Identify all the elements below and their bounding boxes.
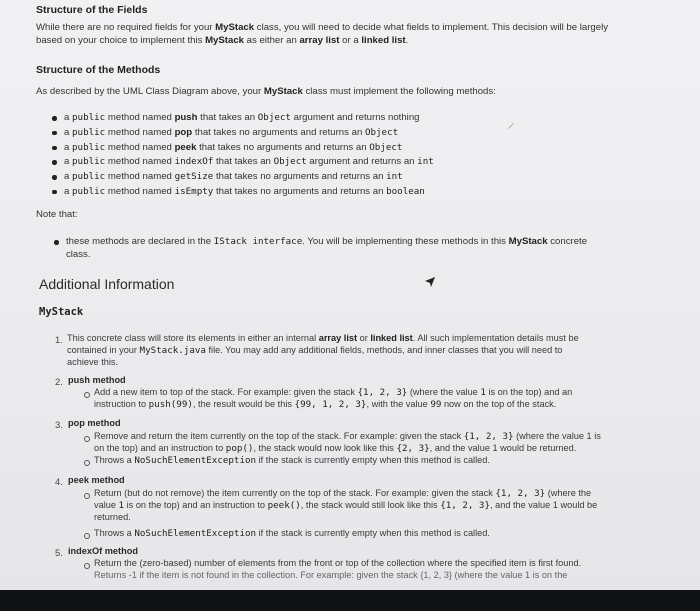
item-1-line-1: This concrete class will store its elements in either an internal array list or linked list. All such implementation details must be [67,333,579,343]
mystack-title: MyStack [39,306,84,318]
pop-line-2: on the top) and an instruction to pop(), the stack would now look like this {2, 3}, and the value 1 would be returned. [94,443,577,454]
indexof-method-title: indexOf method [68,546,138,556]
sub-bullet-icon [84,533,90,539]
method-item-pop: a public method named pop that takes no arguments and returns an Object [50,126,434,141]
text: class must implement the following methods: [302,86,496,97]
push-method-title: push method [68,375,126,385]
sub-bullet-icon [84,392,90,398]
sub-bullet-icon [84,436,90,442]
pop-method-title: pop method [68,418,121,428]
methods-intro [36,86,496,99]
text: . [405,34,409,46]
pencil-mark-icon [508,123,514,129]
text: While there are no required fields for your [36,22,216,33]
method-item-getsize: a public method named getSize that takes no arguments and returns an int [50,170,434,185]
bullet-icon [52,131,57,136]
cursor-arrow-icon [424,276,436,288]
fields-heading: Structure of the Fields [36,4,148,16]
indexof-line-2: Returns -1 if the item is not found in the collection. For example: given the stack {1, 2, 3} (where the value 1 is on the [94,570,568,580]
peek-method-title: peek method [68,475,125,485]
method-item-indexof: a public method named indexOf that takes an Object argument and returns an int [50,155,434,170]
bullet-icon [52,116,57,121]
fields-paragraph [36,22,676,47]
push-line-1: Add a new item to top of the stack. For example: given the stack {1, 2, 3} (where the value 1 is on the top) and an [94,387,573,398]
text: As described by the UML Class Diagram above, your [36,86,264,97]
text: or a [339,34,362,46]
bullet-icon [52,146,57,151]
item-number: 4. [55,476,63,487]
sub-bullet-icon [84,563,90,569]
peek-line-2: value 1 is on the top) and an instruction to peek(), the stack would still look like this {1, 2, 3}, and the value 1 would be [94,500,598,511]
peek-line-3: returned. [94,512,131,522]
item-number: 1. [55,334,63,345]
item-number: 5. [55,547,63,558]
peek-line-4: Throws a NoSuchElementException if the stack is currently empty when this method is called. [94,528,490,539]
note-bullet: these methods are declared in the IStack interface. You will be implementing these methods in this MyStack concrete class. [52,236,672,261]
methods-list [50,111,434,200]
indexof-line-1: Return the (zero-based) number of elements from the front or top of the collection where the specified item is first found. [94,558,582,568]
item-1-line-2: contained in your MyStack.java file. You may add any additional fields, methods, and inner classes that you will need to [67,345,563,356]
text: class, you will need to decide what fields to implement. This decision will be largely [254,22,609,33]
text: as either an [244,34,300,46]
peek-line-1: Return (but do not remove) the item currently on the top of the stack. For example: given the stack {1, 2, 3} (where the [94,488,592,499]
text: MyStack [263,86,303,97]
text: MyStack [205,34,244,46]
item-number: 2. [55,376,63,387]
method-item-isempty: a public method named isEmpty that takes no arguments and returns an boolean [50,185,434,200]
item-number: 3. [55,419,63,430]
text: MyStack [215,22,255,33]
pop-line-3: Throws a NoSuchElementException if the stack is currently empty when this method is called. [94,455,490,466]
sub-bullet-icon [84,460,90,466]
methods-heading: Structure of the Methods [36,64,161,76]
bullet-icon [54,240,59,245]
method-item-push: a public method named push that takes an Object argument and returns nothing [50,111,434,126]
bottom-bar [0,590,700,611]
bullet-icon [52,190,57,195]
additional-info-heading: Additional Information [39,276,175,292]
method-item-peek: a public method named peek that takes no arguments and returns an Object [50,141,434,156]
text: array list [299,34,340,46]
text: linked list [361,34,406,46]
push-line-2: instruction to push(99), the result would be this {99, 1, 2, 3}, with the value 99 now on the top of the stack. [94,399,557,410]
bullet-icon [52,160,57,165]
item-1-line-3: achieve this. [67,357,119,367]
note-label: Note that: [36,209,78,220]
bullet-icon [52,175,57,180]
pop-line-1: Remove and return the item currently on the top of the stack. For example: given the stack {1, 2, 3} (where the value 1 is [94,431,601,442]
text: based on your choice to implement this [36,34,206,46]
sub-bullet-icon [84,493,90,499]
